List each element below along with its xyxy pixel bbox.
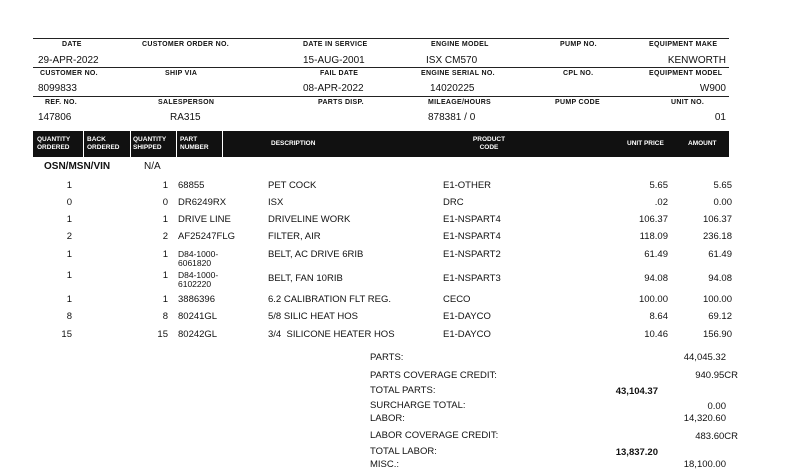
table-header-bar [33, 131, 729, 157]
description: PET COCK [268, 180, 317, 191]
amount: 61.49 [708, 249, 732, 260]
table-row [0, 232, 798, 246]
totals-label: PARTS: [370, 352, 404, 363]
amount: 236.18 [702, 231, 732, 242]
col-description: DESCRIPTION [271, 140, 316, 147]
unit-no-label: UNIT NO. [671, 99, 705, 106]
product-code: E1-DAYCO [443, 329, 491, 340]
parts-disp-label: PARTS DISP. [318, 99, 364, 106]
amount: 156.90 [702, 329, 732, 340]
totals-label: SURCHARGE TOTAL: [370, 400, 466, 411]
qty-shipped: 1 [162, 249, 168, 260]
totals-label: PARTS COVERAGE CREDIT: [370, 370, 497, 381]
table-row [0, 181, 798, 195]
totals-label: TOTAL PARTS: [370, 385, 436, 396]
equipment-model-value: W900 [699, 83, 726, 94]
description: 5/8 SILIC HEAT HOS [268, 311, 358, 322]
header-divider [33, 38, 729, 39]
unit-price: 5.65 [649, 180, 668, 191]
part-number: 80242GL [178, 329, 218, 340]
amount: 0.00 [713, 197, 732, 208]
qty-ordered: 2 [66, 231, 72, 242]
unit-price: 100.00 [638, 294, 668, 305]
ship-via-label: SHIP VIA [165, 70, 198, 77]
pump-code-label: PUMP CODE [555, 99, 600, 106]
table-row [0, 312, 798, 326]
mileage-hours-label: MILEAGE/HOURS [428, 99, 492, 106]
amount: 100.00 [702, 294, 732, 305]
ref-no-value: 147806 [38, 112, 72, 123]
table-row [0, 295, 798, 309]
col-amount: AMOUNT [688, 140, 717, 147]
totals-subtotal: 43,104.37 [615, 386, 658, 397]
product-code: E1-NSPART3 [443, 273, 501, 284]
part-number: DRIVE LINE [178, 214, 231, 225]
equipment-make-label: EQUIPMENT MAKE [649, 41, 718, 48]
qty-shipped: 1 [162, 214, 168, 225]
unit-price: 8.64 [649, 311, 668, 322]
customer-no-label: CUSTOMER NO. [40, 70, 98, 77]
qty-shipped: 15 [157, 329, 168, 340]
col-part-number: PART NUMBER [180, 136, 209, 151]
description: ISX [268, 197, 284, 208]
date-in-service-label: DATE IN SERVICE [303, 41, 368, 48]
qty-shipped: 1 [162, 294, 168, 305]
product-code: E1-NSPART4 [443, 214, 501, 225]
amount: 94.08 [708, 273, 732, 284]
col-unit-price: UNIT PRICE [627, 140, 664, 147]
table-row [0, 272, 798, 294]
equipment-model-label: EQUIPMENT MODEL [649, 70, 723, 77]
product-code: DRC [443, 197, 464, 208]
header-divider [33, 96, 729, 97]
part-number: 68855 [178, 180, 205, 191]
qty-ordered: 8 [66, 311, 72, 322]
ref-no-label: REF. NO. [45, 99, 77, 106]
unit-price: 61.49 [644, 249, 668, 260]
qty-ordered: 0 [66, 197, 72, 208]
totals-subtotal: 13,837.20 [615, 447, 658, 458]
table-row [0, 215, 798, 229]
salesperson-value: RA315 [170, 112, 201, 123]
col-quantity-ordered: QUANTITY ORDERED [37, 136, 71, 151]
qty-ordered: 15 [61, 329, 72, 340]
part-number: AF25247FLG [178, 231, 236, 242]
totals-value: 940.95CR [695, 370, 738, 381]
amount: 69.12 [708, 311, 732, 322]
qty-ordered: 1 [66, 249, 72, 260]
description: 6.2 CALIBRATION FLT REG. [268, 294, 392, 305]
totals-value: 18,100.00 [683, 459, 726, 470]
unit-no-value: 01 [714, 112, 726, 123]
description: BELT, FAN 10RIB [268, 273, 343, 284]
qty-ordered: 1 [66, 294, 72, 305]
totals-label: MISC.: [370, 459, 400, 470]
qty-ordered: 1 [66, 270, 72, 281]
amount: 106.37 [702, 214, 732, 225]
customer-no-value: 8099833 [38, 83, 77, 94]
salesperson-label: SALESPERSON [158, 99, 215, 106]
part-number: 80241GL [178, 311, 218, 322]
fail-date-label: FAIL DATE [320, 70, 359, 77]
qty-shipped: 1 [162, 180, 168, 191]
product-code: CECO [443, 294, 471, 305]
customer-order-no-label: CUSTOMER ORDER NO. [142, 41, 229, 48]
unit-price: 10.46 [644, 329, 668, 340]
engine-model-value: ISX CM570 [426, 55, 478, 66]
qty-shipped: 0 [162, 197, 168, 208]
amount: 5.65 [713, 180, 732, 191]
unit-price: .02 [654, 197, 668, 208]
cpl-no-label: CPL NO. [563, 70, 594, 77]
description: FILTER, AIR [268, 231, 321, 242]
table-row [0, 330, 798, 344]
qty-shipped: 2 [162, 231, 168, 242]
description: BELT, AC DRIVE 6RIB [268, 249, 364, 260]
header-divider [33, 67, 729, 68]
qty-shipped: 1 [162, 270, 168, 281]
equipment-make-value: KENWORTH [667, 55, 726, 66]
engine-serial-no-label: ENGINE SERIAL NO. [421, 70, 495, 77]
totals-value: 44,045.32 [683, 352, 726, 363]
part-number: 3886396 [178, 294, 215, 305]
pump-no-label: PUMP NO. [560, 41, 597, 48]
description: 3/4 SILICONE HEATER HOS [268, 329, 395, 340]
osn-label: OSN/MSN/VIN [44, 161, 111, 172]
product-code: E1-OTHER [443, 180, 492, 191]
col-back-ordered: BACK ORDERED [87, 136, 120, 151]
col-quantity-shipped: QUANTITY SHIPPED [133, 136, 167, 151]
qty-shipped: 8 [162, 311, 168, 322]
fail-date-value: 08-APR-2022 [303, 83, 364, 94]
totals-label: LABOR: [370, 413, 405, 424]
osn-value: N/A [144, 161, 161, 172]
part-number: DR6249RX [178, 197, 227, 208]
table-row [0, 198, 798, 212]
date-in-service-value: 15-AUG-2001 [303, 55, 365, 66]
totals-value: 483.60CR [695, 431, 738, 442]
unit-price: 94.08 [644, 273, 668, 284]
mileage-hours-value: 878381 / 0 [428, 112, 476, 123]
engine-model-label: ENGINE MODEL [431, 41, 489, 48]
totals-value: 14,320.60 [683, 413, 726, 424]
totals-value: 0.00 [707, 401, 726, 412]
totals-label: TOTAL LABOR: [370, 446, 437, 457]
unit-price: 106.37 [638, 214, 668, 225]
product-code: E1-NSPART4 [443, 231, 501, 242]
date-label: DATE [62, 41, 82, 48]
product-code: E1-NSPART2 [443, 249, 501, 260]
product-code: E1-DAYCO [443, 311, 491, 322]
description: DRIVELINE WORK [268, 214, 351, 225]
totals-label: LABOR COVERAGE CREDIT: [370, 430, 499, 441]
qty-ordered: 1 [66, 180, 72, 191]
part-number: D84-1000- 6102220 [178, 270, 219, 289]
engine-serial-no-value: 14020225 [430, 83, 475, 94]
col-product-code: PRODUCT CODE [472, 136, 506, 151]
date-value: 29-APR-2022 [38, 55, 99, 66]
qty-ordered: 1 [66, 214, 72, 225]
unit-price: 118.09 [639, 231, 668, 242]
part-number: D84-1000- 6061820 [178, 249, 219, 268]
table-row [0, 250, 798, 272]
